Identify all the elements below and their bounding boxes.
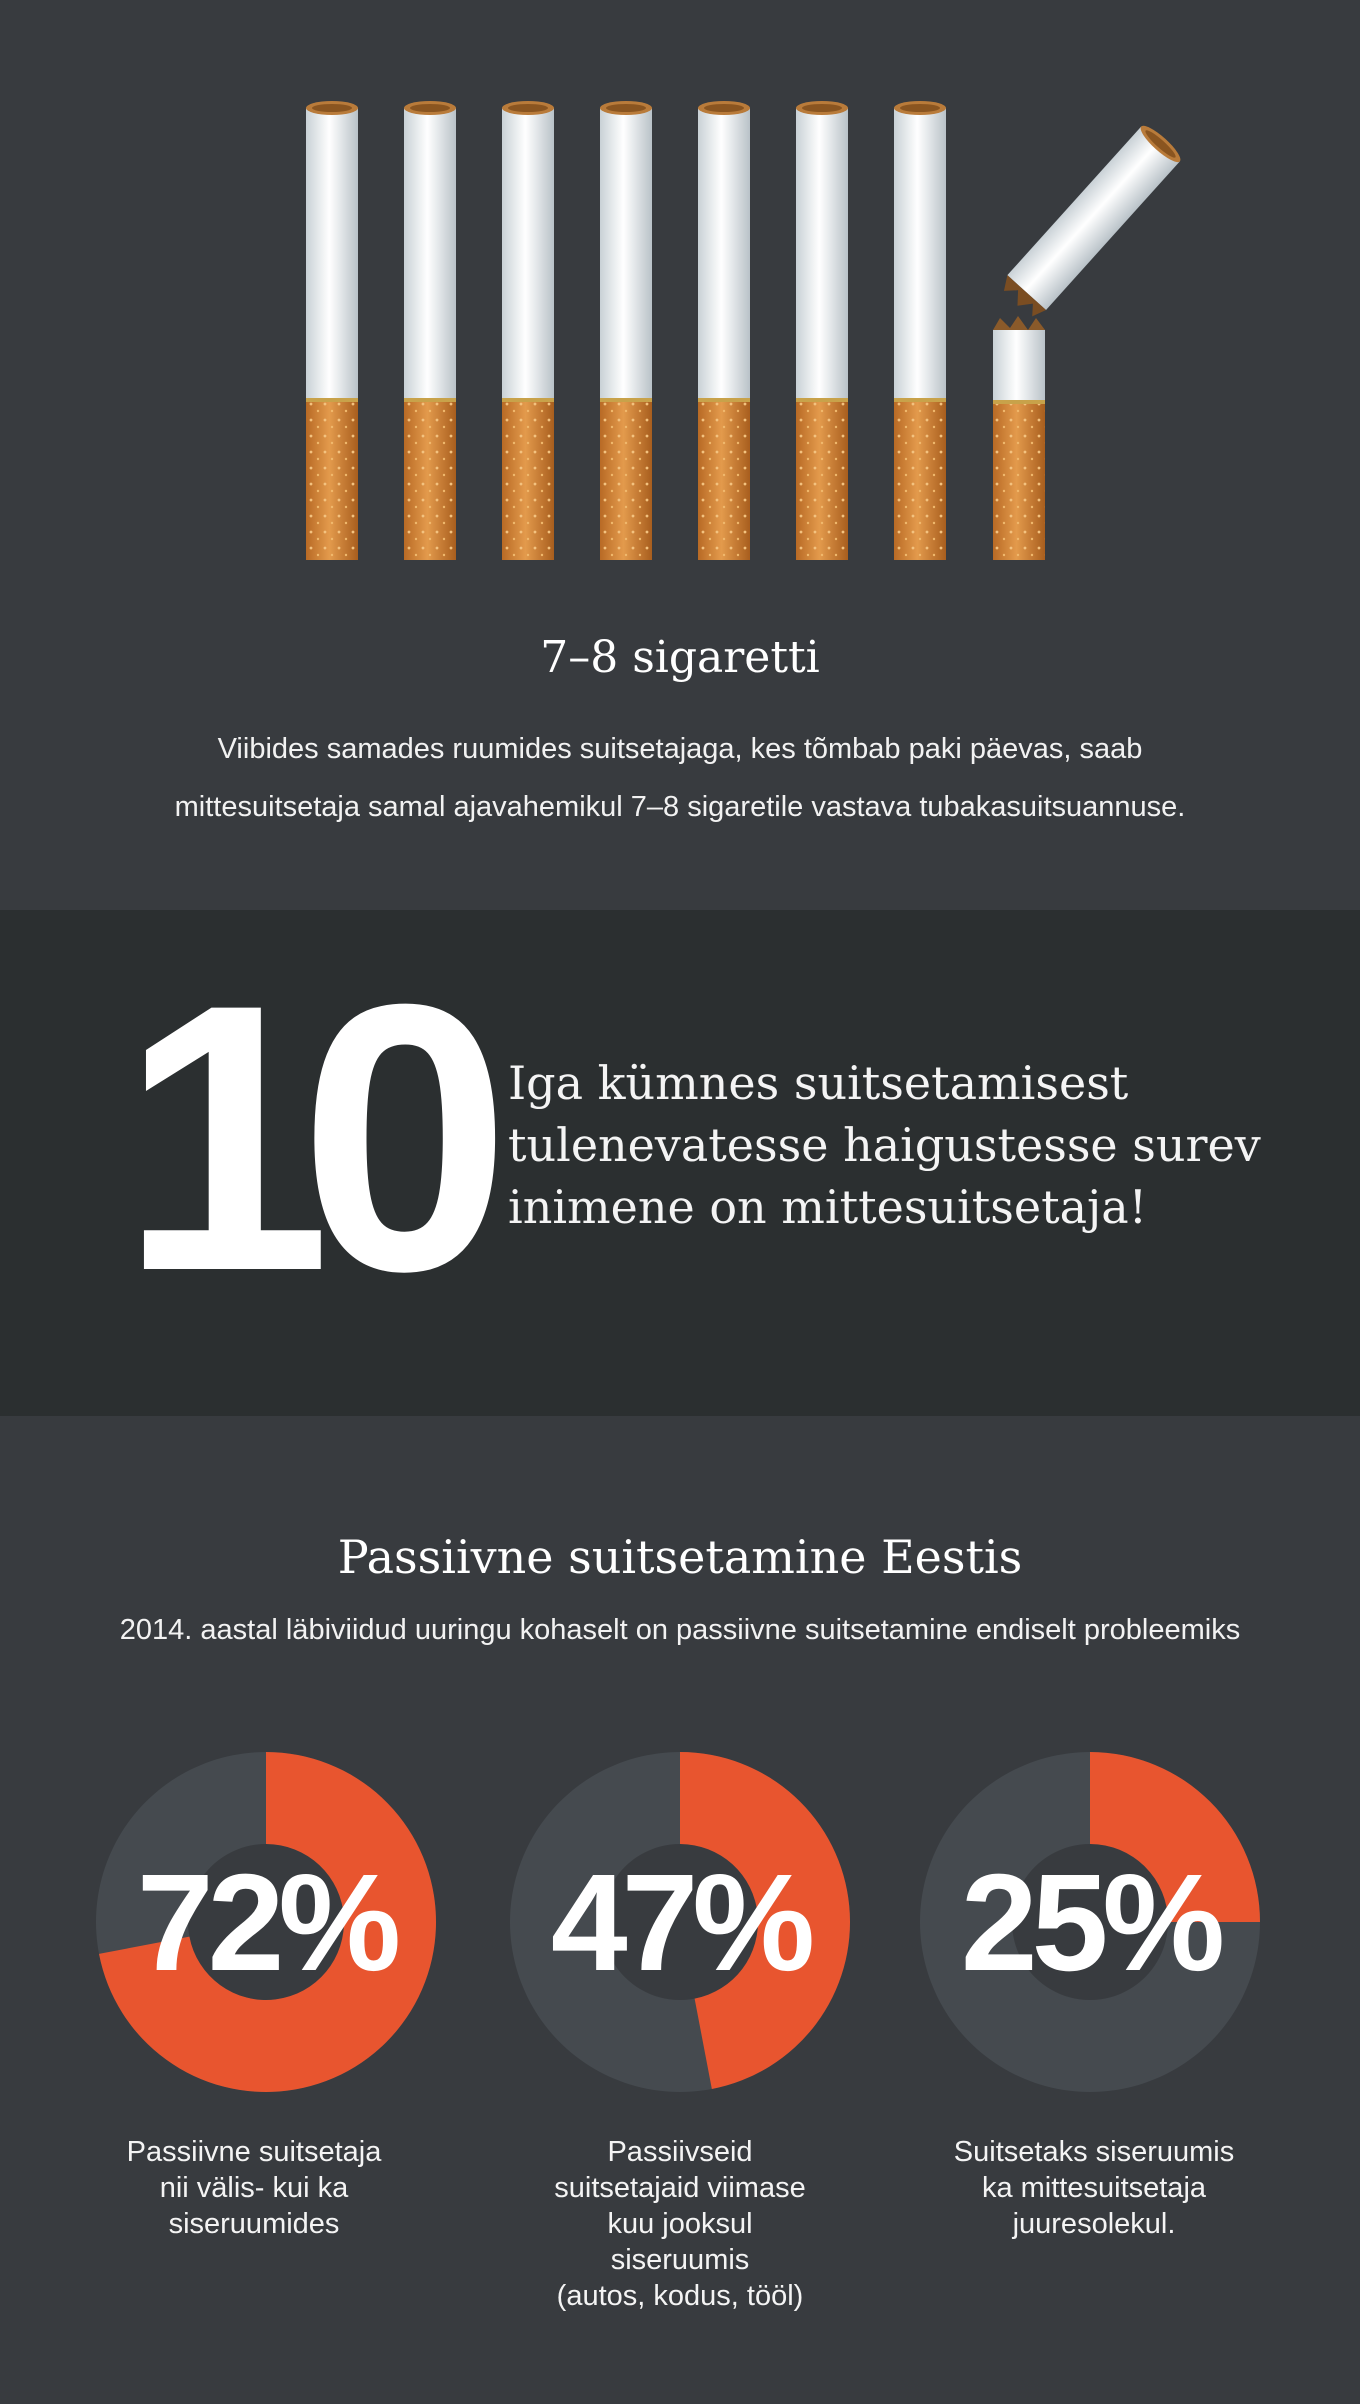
cigarettes-description [80,720,1280,836]
fact-line-1: Iga kümnes suitsetamisest [508,1056,1129,1110]
donut-caption-line: suitsetajaid viimase [554,2172,806,2204]
description-line-1: Viibides samades ruumides suitsetajaga, kes tõmbab paki päevas, saab [217,733,1143,765]
section-title-cigarettes: 7–8 sigaretti [540,632,820,683]
cigarette-icon [502,101,554,560]
donut-chart [96,1752,436,2092]
description-line-2: mittesuitsetaja samal ajavahemikul 7–8 sigaretile vastava tubakasuitsuannuse. [174,791,1186,823]
donut-caption [934,2134,1254,2242]
fact-line-3: inimene on mittesuitsetaja! [508,1180,1148,1234]
donut-caption-line: (autos, kodus, tööl) [556,2280,804,2312]
donut-caption-line: siseruumides [168,2208,340,2240]
fact-text [508,1052,1268,1238]
cigarette-icon [796,101,848,560]
cigarette-icon [404,101,456,560]
donut-caption-line: Passiivne suitsetaja [126,2136,382,2168]
donut-caption-line: nii välis- kui ka [159,2172,349,2204]
donut-caption [520,2134,840,2314]
donut-percent-label: 72% [136,1846,396,2000]
survey-title: Passiivne suitsetamine Eestis [337,1530,1023,1584]
donut-caption [94,2134,414,2242]
donut-chart [510,1752,850,2092]
donut-caption-line: Passiivseid [607,2136,753,2168]
donut-percent-label: 47% [550,1846,810,2000]
cigarette-icon [306,101,358,560]
donut-percent-label: 25% [960,1846,1220,2000]
donut-caption-line: Suitsetaks siseruumis [953,2136,1235,2168]
broken-cigarette-icon [993,121,1185,560]
donut-caption-line: siseruumis [610,2244,750,2276]
cigarettes-icon [0,0,1360,600]
donut-chart [920,1752,1260,2092]
survey-subtitle: 2014. aastal läbiviidud uuringu kohaselt on passiivne suitsetamine endiselt probleemiks [119,1614,1241,1646]
cigarette-icon [698,101,750,560]
cigarette-icon [894,101,946,560]
cigarette-icon [600,101,652,560]
big-number: 10 [120,925,479,1350]
donut-caption-line: juuresolekul. [1012,2208,1176,2240]
fact-line-2: tulenevatesse haigustesse surev [508,1118,1261,1172]
donut-caption-line: kuu jooksul [607,2208,753,2240]
donut-caption-line: ka mittesuitsetaja [981,2172,1207,2204]
